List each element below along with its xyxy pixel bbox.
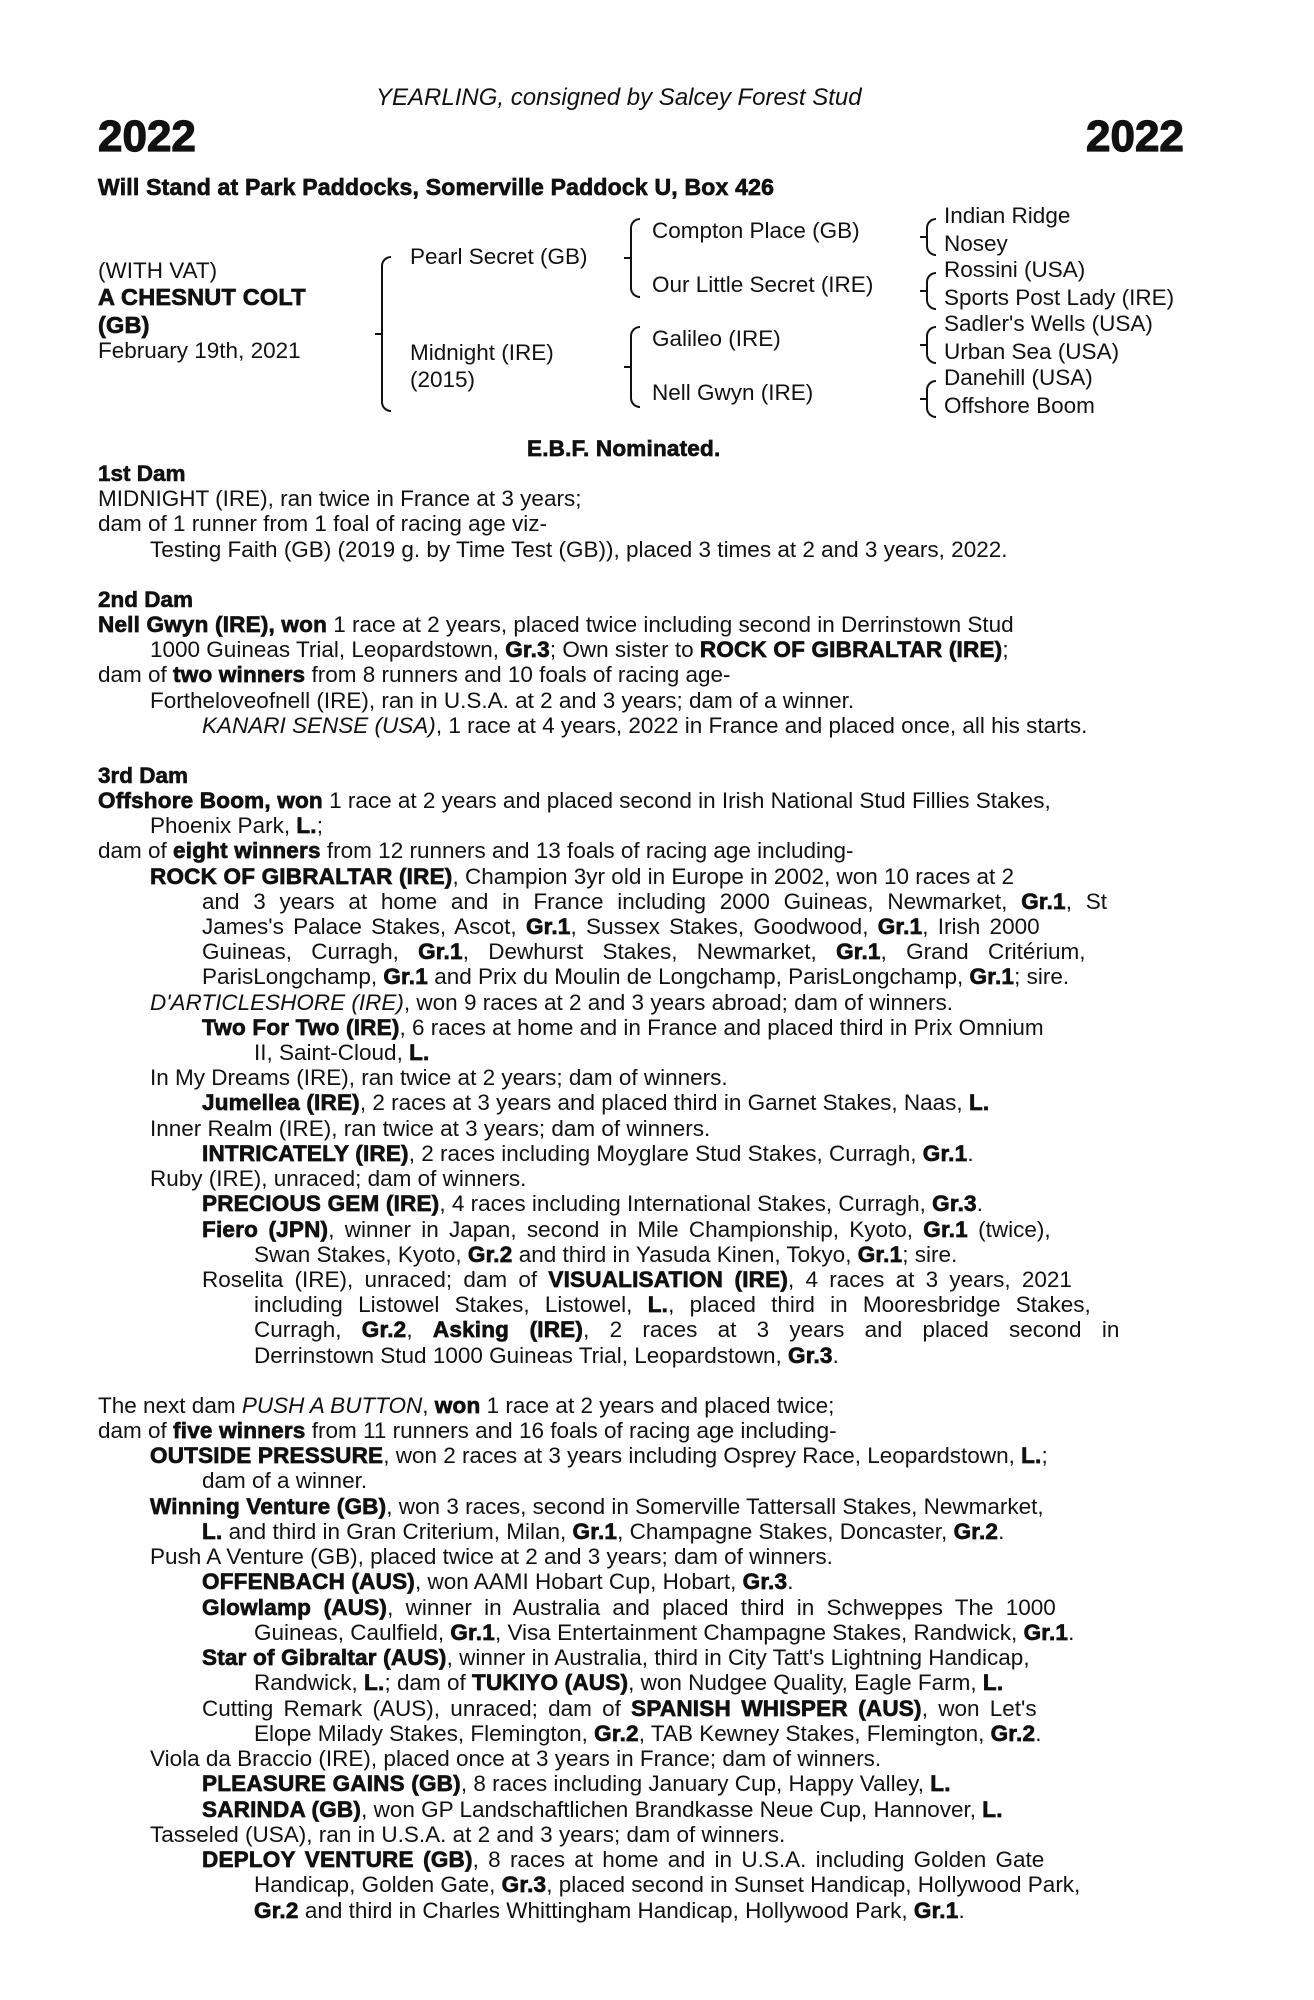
text: ;	[1041, 1443, 1048, 1468]
next-dam-line	[202, 1696, 1037, 1721]
text: , Grand Critérium,	[880, 939, 1086, 964]
third-dam-line	[254, 1317, 1119, 1342]
next-dam-line	[150, 1494, 1044, 1519]
text: , 8 races at home and in U.S.A. including Golden Gate	[472, 1847, 1045, 1872]
third-dam-line	[202, 1191, 983, 1216]
next-dam-line	[202, 1645, 1030, 1670]
grade: Gr.1	[418, 939, 463, 964]
grade: Gr.1	[383, 964, 428, 989]
text: dam of	[98, 662, 174, 687]
next-dam-line	[98, 1393, 834, 1418]
third-dam-line	[202, 1090, 989, 1115]
first-dam-line: MIDNIGHT (IRE), ran twice in France at 3 years;	[98, 486, 582, 511]
text: , 4 races including International Stakes, Curragh,	[439, 1191, 933, 1216]
ancestor-6: Urban Sea (USA)	[944, 339, 1120, 364]
dam-name: PUSH A BUTTON	[241, 1393, 423, 1418]
winners-count: eight winners	[173, 838, 321, 863]
horse-name-country: (GB)	[98, 312, 150, 338]
text: , TAB Kewney Stakes, Flemington,	[638, 1721, 991, 1746]
grade: Gr.2	[594, 1721, 639, 1746]
text: , won 2 races at 3 years including Osprey Race, Leopardstown,	[383, 1443, 1022, 1468]
ancestor-2: Nosey	[944, 231, 1008, 256]
third-dam-line	[150, 990, 953, 1015]
brace-g1	[926, 218, 936, 256]
next-dam-line: dam of a winner.	[202, 1468, 368, 1493]
text: , won Let's	[921, 1696, 1037, 1721]
text: .	[1035, 1721, 1042, 1746]
third-dam-line	[98, 838, 854, 863]
year-right: 2022	[1086, 112, 1184, 161]
horse-name: INTRICATELY (IRE)	[202, 1141, 409, 1166]
third-dam-line	[150, 864, 1014, 889]
third-dam-heading: 3rd Dam	[98, 763, 189, 788]
text: Guineas, Curragh,	[202, 939, 419, 964]
third-dam-line	[202, 1267, 1072, 1292]
brace-g4	[926, 380, 936, 418]
ancestor-5: Sadler's Wells (USA)	[944, 311, 1153, 336]
grade: Gr.2	[254, 1898, 299, 1923]
grade: L.	[364, 1670, 385, 1695]
horse-name: TUKIYO (AUS)	[472, 1670, 629, 1695]
third-dam-line: Inner Realm (IRE), ran twice at 3 years; dam of winners.	[150, 1116, 711, 1141]
text: The next dam	[98, 1393, 242, 1418]
third-dam-line	[254, 1292, 1091, 1317]
text: , winner in Australia, third in City Tatt's Lightning Handicap,	[446, 1645, 1030, 1670]
next-dam-line	[202, 1569, 794, 1594]
grade: Gr.2	[467, 1242, 513, 1267]
text: 1 race at 2 years and placed second in Irish National Stud Fillies Stakes,	[322, 788, 1051, 813]
text: , 8 races including January Cup, Happy Valley,	[460, 1771, 931, 1796]
text: , 4 races at 3 years, 2021	[788, 1267, 1072, 1292]
next-dam-line	[202, 1519, 1004, 1544]
sire-sire: Compton Place (GB)	[652, 218, 860, 243]
text: , St	[1065, 889, 1108, 914]
text: ParisLongchamp,	[202, 964, 384, 989]
text: , won AAMI Hobart Cup, Hobart,	[414, 1569, 743, 1594]
text: (twice),	[967, 1217, 1051, 1242]
text: and third in Gran Criterium, Milan,	[222, 1519, 573, 1544]
grade: Gr.1	[450, 1620, 495, 1645]
next-dam-line	[254, 1620, 1074, 1645]
text: ; sire.	[1014, 964, 1070, 989]
horse-name: Star of Gibraltar (AUS)	[202, 1645, 447, 1670]
dam-sire: Galileo (IRE)	[652, 326, 781, 351]
winners-count: five winners	[173, 1418, 306, 1443]
third-dam-line	[202, 1015, 1044, 1040]
ancestor-1: Indian Ridge	[944, 203, 1071, 228]
text: from 12 runners and 13 foals of racing age including-	[320, 838, 854, 863]
grade: Gr.1	[572, 1519, 618, 1544]
grade: Gr.2	[361, 1317, 407, 1342]
third-dam-line	[202, 1141, 974, 1166]
grade: L.	[1021, 1443, 1042, 1468]
text: , Sussex Stakes, Goodwood,	[570, 914, 878, 939]
text: , winner in Australia and placed third in Schweppes The 1000	[387, 1595, 1056, 1620]
won-label: won	[434, 1393, 481, 1418]
brace-g2	[926, 272, 936, 310]
grade: Gr.2	[953, 1519, 999, 1544]
catalogue-subtitle: YEARLING, consigned by Salcey Forest Stud	[376, 84, 862, 111]
dam-dam: Nell Gwyn (IRE)	[652, 380, 814, 405]
grade: L.	[202, 1519, 223, 1544]
sire: Pearl Secret (GB)	[410, 244, 588, 269]
winners-count: two winners	[173, 662, 306, 687]
text: Cutting Remark (AUS), unraced; dam of	[202, 1696, 632, 1721]
text: .	[967, 1141, 974, 1166]
text: , won GP Landschaftlichen Brandkasse Neue Cup, Hannover,	[361, 1797, 983, 1822]
horse-name: Two For Two (IRE)	[202, 1015, 400, 1040]
next-dam-line: Viola da Braccio (IRE), placed once at 3 years in France; dam of winners.	[150, 1746, 882, 1771]
text: including Listowel Stakes, Listowel,	[254, 1292, 648, 1317]
text: and third in Charles Whittingham Handicap, Hollywood Park,	[298, 1898, 914, 1923]
third-dam-line	[202, 964, 1069, 989]
text: ; sire.	[902, 1242, 958, 1267]
brace-parents	[381, 256, 391, 412]
next-dam-line: Push A Venture (GB), placed twice at 2 and 3 years; dam of winners.	[150, 1544, 833, 1569]
next-dam-line	[202, 1771, 951, 1796]
grade: L.	[296, 813, 317, 838]
third-dam-line	[254, 1040, 429, 1065]
horse-name: Asking (IRE)	[432, 1317, 584, 1342]
horse-name: KANARI SENSE (USA)	[202, 713, 436, 738]
text: ;	[1002, 637, 1009, 662]
horse-name: OUTSIDE PRESSURE	[150, 1443, 384, 1468]
next-dam-line	[254, 1872, 1080, 1897]
text: .	[787, 1569, 794, 1594]
grade: Gr.1	[857, 1242, 903, 1267]
text: 1 race at 2 years, placed twice including second in Derrinstown Stud	[327, 612, 1014, 637]
first-dam-line: dam of 1 runner from 1 foal of racing age viz-	[98, 511, 547, 536]
horse-name: OFFENBACH (AUS)	[202, 1569, 415, 1594]
text: , won Nudgee Quality, Eagle Farm,	[628, 1670, 983, 1695]
text: Derrinstown Stud 1000 Guineas Trial, Leopardstown,	[254, 1343, 789, 1368]
text: James's Palace Stakes, Ascot,	[202, 914, 526, 939]
grade: Gr.3	[501, 1872, 547, 1897]
grade: Gr.3	[788, 1343, 833, 1368]
text: ; Own sister to	[549, 637, 700, 662]
grade: Gr.1	[877, 914, 923, 939]
text: 1 race at 2 years and placed twice;	[480, 1393, 835, 1418]
text: and 3 years at home and in France including 2000 Guineas, Newmarket,	[202, 889, 1008, 914]
brace-g3	[926, 326, 936, 364]
horse-name: SARINDA (GB)	[202, 1797, 362, 1822]
grade: Gr.2	[990, 1721, 1036, 1746]
text: , placed third in Mooresbridge Stakes,	[668, 1292, 1091, 1317]
grade: L.	[409, 1040, 430, 1065]
next-dam-line	[254, 1898, 965, 1923]
text: ; dam of	[384, 1670, 472, 1695]
text: , Champagne Stakes, Doncaster,	[617, 1519, 954, 1544]
dam-name: Nell Gwyn (IRE), won	[98, 612, 328, 637]
grade: Gr.1	[922, 1141, 968, 1166]
text: ,	[406, 1317, 433, 1342]
third-dam-line	[202, 1217, 1051, 1242]
text: dam of	[98, 1418, 174, 1443]
second-dam-line	[98, 662, 731, 687]
horse-name: VISUALISATION (IRE)	[548, 1267, 789, 1292]
text: .	[832, 1343, 839, 1368]
second-dam-line	[150, 637, 1009, 662]
text: , Visa Entertainment Champagne Stakes, Randwick,	[494, 1620, 1024, 1645]
first-dam-line: Testing Faith (GB) (2019 g. by Time Test (GB)), placed 3 times at 2 and 3 years, 2022.	[150, 537, 1008, 562]
text: and third in Yasuda Kinen, Tokyo,	[512, 1242, 858, 1267]
text: .	[998, 1519, 1005, 1544]
text: , placed second in Sunset Handicap, Hollywood Park,	[546, 1872, 1081, 1897]
grade: L.	[982, 1670, 1004, 1695]
horse-name: Winning Venture (GB)	[150, 1494, 387, 1519]
text: Guineas, Caulfield,	[254, 1620, 451, 1645]
third-dam-line	[98, 788, 1051, 813]
grade: Gr.1	[913, 1898, 959, 1923]
horse-name: Glowlamp (AUS)	[202, 1595, 388, 1620]
next-dam-line	[202, 1797, 1003, 1822]
text: , won 9 races at 2 and 3 years abroad; dam of winners.	[403, 990, 953, 1015]
next-dam-line	[98, 1418, 837, 1443]
stall-location: Will Stand at Park Paddocks, Somerville Paddock U, Box 426	[98, 174, 775, 200]
horse-name: Jumellea (IRE)	[202, 1090, 360, 1115]
text: Elope Milady Stakes, Flemington,	[254, 1721, 595, 1746]
ancestor-8: Offshore Boom	[944, 393, 1095, 418]
sire-dam: Our Little Secret (IRE)	[652, 272, 874, 297]
text: , Dewhurst Stakes, Newmarket,	[462, 939, 837, 964]
text: Roselita (IRE), unraced; dam of	[202, 1267, 549, 1292]
vat-note: (WITH VAT)	[98, 258, 218, 283]
next-dam-line: Tasseled (USA), ran in U.S.A. at 2 and 3 years; dam of winners.	[150, 1822, 786, 1847]
text: from 11 runners and 16 foals of racing age including-	[305, 1418, 837, 1443]
grade: Gr.3	[932, 1191, 977, 1216]
grade: L.	[930, 1771, 951, 1796]
horse-name: PRECIOUS GEM (IRE)	[202, 1191, 440, 1216]
third-dam-line	[254, 1343, 839, 1368]
text: Randwick,	[254, 1670, 365, 1695]
text: , Irish 2000	[922, 914, 1040, 939]
third-dam-line	[202, 914, 1040, 939]
next-dam-line	[254, 1721, 1041, 1746]
ancestor-3: Rossini (USA)	[944, 257, 1086, 282]
text: Handicap, Golden Gate,	[254, 1872, 502, 1897]
text: .	[1068, 1620, 1075, 1645]
text: , 1 race at 4 years, 2022 in France and placed once, all his starts.	[435, 713, 1088, 738]
horse-name: DEPLOY VENTURE (GB)	[202, 1847, 473, 1872]
text: dam of	[98, 838, 174, 863]
text: 1000 Guineas Trial, Leopardstown,	[150, 637, 506, 662]
text: .	[976, 1191, 984, 1216]
grade: Gr.1	[923, 1217, 968, 1242]
grade: L.	[968, 1090, 990, 1115]
third-dam-line: Ruby (IRE), unraced; dam of winners.	[150, 1166, 527, 1191]
next-dam-line	[202, 1847, 1044, 1872]
dam-name: Offshore Boom, won	[98, 788, 323, 813]
year-left: 2022	[98, 112, 196, 161]
text: , 2 races including Moyglare Stud Stakes, Curragh,	[408, 1141, 923, 1166]
text: , 2 races at 3 years and placed second in	[583, 1317, 1120, 1342]
text: II, Saint-Cloud,	[254, 1040, 410, 1065]
second-dam-line: Fortheloveofnell (IRE), ran in U.S.A. at 2 and 3 years; dam of a winner.	[150, 688, 855, 713]
first-dam-heading: 1st Dam	[98, 461, 186, 486]
third-dam-line	[254, 1242, 957, 1267]
horse-name: PLEASURE GAINS (GB)	[202, 1771, 461, 1796]
grade: Gr.1	[1021, 889, 1066, 914]
brace-dam	[630, 326, 640, 408]
third-dam-line	[150, 813, 323, 838]
grade: L.	[982, 1797, 1003, 1822]
text: , Champion 3yr old in Europe in 2002, won 10 races at 2	[452, 864, 1015, 889]
text: ,	[422, 1393, 435, 1418]
next-dam-line	[202, 1595, 1056, 1620]
horse-name: SPANISH WHISPER (AUS)	[631, 1696, 922, 1721]
grade: L.	[647, 1292, 669, 1317]
text: , winner in Japan, second in Mile Championship, Kyoto,	[328, 1217, 924, 1242]
second-dam-line	[202, 713, 1087, 738]
grade: Gr.3	[742, 1569, 788, 1594]
horse-name: ROCK OF GIBRALTAR (IRE)	[699, 637, 1003, 662]
ebf-nominated: E.B.F. Nominated.	[527, 436, 721, 461]
horse-name: Fiero (JPN)	[202, 1217, 329, 1242]
text: Curragh,	[254, 1317, 362, 1342]
third-dam-line: In My Dreams (IRE), ran twice at 2 years; dam of winners.	[150, 1065, 728, 1090]
text: , 6 races at home and in France and placed third in Prix Omnium	[399, 1015, 1044, 1040]
text: Phoenix Park,	[150, 813, 297, 838]
second-dam-heading: 2nd Dam	[98, 587, 194, 612]
third-dam-line	[202, 889, 1107, 914]
dam: Midnight (IRE)	[410, 340, 554, 365]
dam-year: (2015)	[410, 367, 476, 392]
next-dam-line	[150, 1443, 1048, 1468]
text: and Prix du Moulin de Longchamp, ParisLongchamp,	[427, 964, 970, 989]
ancestor-7: Danehill (USA)	[944, 365, 1093, 390]
grade: Gr.3	[505, 637, 550, 662]
grade: Gr.1	[525, 914, 571, 939]
second-dam-line	[98, 612, 1193, 637]
grade: Gr.1	[969, 964, 1015, 989]
text: Swan Stakes, Kyoto,	[254, 1242, 468, 1267]
horse-name: ROCK OF GIBRALTAR (IRE)	[150, 864, 453, 889]
grade: Gr.1	[1023, 1620, 1069, 1645]
next-dam-line	[254, 1670, 1003, 1695]
horse-name: A CHESNUT COLT	[98, 284, 306, 310]
text: , 2 races at 3 years and placed third in Garnet Stakes, Naas,	[359, 1090, 969, 1115]
third-dam-line	[202, 939, 1085, 964]
foaling-date: February 19th, 2021	[98, 338, 301, 363]
text: .	[958, 1898, 965, 1923]
ancestor-4: Sports Post Lady (IRE)	[944, 285, 1175, 310]
text: from 8 runners and 10 foals of racing age-	[305, 662, 731, 687]
text: ;	[316, 813, 323, 838]
grade: Gr.1	[836, 939, 881, 964]
brace-sire	[630, 218, 640, 298]
text: , won 3 races, second in Somerville Tattersall Stakes, Newmarket,	[386, 1494, 1044, 1519]
horse-name: D'ARTICLESHORE (IRE)	[150, 990, 404, 1015]
